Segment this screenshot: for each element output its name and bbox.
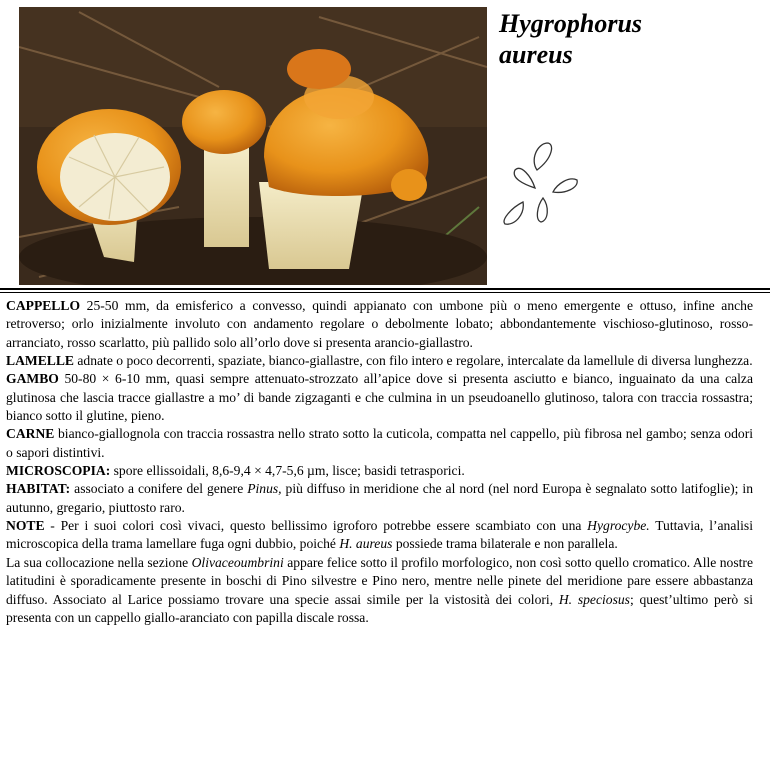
genus-name: Hygrocybe. bbox=[587, 518, 650, 534]
section-body: associato a conifere del genere bbox=[70, 481, 248, 497]
spore-outlines bbox=[497, 140, 581, 228]
section-gambo bbox=[6, 370, 753, 425]
section-cappello bbox=[6, 297, 753, 352]
section-label: CAPPELLO bbox=[6, 298, 81, 313]
section-body: 50-80 × 6-10 mm, quasi sempre attenuato-strozzato all’apice dove si presenta asciutto e bianco, inguainato da una calza glutinosa che lascia tracce giallastre a mo’ di bande zigzaganti e che culmina in un pseudoanello glutinoso, talora con traccia rossastra; bianco sotto il glutine, pieno. bbox=[6, 371, 753, 424]
section-lamelle bbox=[6, 352, 753, 370]
section-name: Olivaceoumbrini bbox=[191, 554, 284, 570]
section-body: possiede trama bilaterale e non parallela. bbox=[392, 536, 618, 552]
section-label: GAMBO bbox=[6, 371, 59, 387]
final-paragraph bbox=[6, 554, 753, 627]
section-body: adnate o poco decorrenti, spaziate, bianco-giallastre, con filo intero e regolare, intercalate da lamellule di diversa lunghezza. bbox=[73, 353, 753, 369]
species-title bbox=[499, 8, 642, 70]
spore-shape bbox=[537, 198, 547, 222]
section-microscopia bbox=[6, 462, 753, 480]
section-body: - Per i suoi colori così vivaci, questo bellissimo igroforo potrebbe essere scambiato con una bbox=[44, 518, 588, 534]
paragraph-body: La sua collocazione nella sezione bbox=[6, 554, 192, 570]
section-label: HABITAT: bbox=[6, 481, 71, 497]
paragraph-body: ; quest’ultimo però si presenta con un cappello giallo-aranciato con papilla discale rossa. bbox=[6, 591, 753, 625]
section-body: bianco-giallognola con traccia rossastra nello strato sotto la cuticola, compatta nel cappello, più fibrosa nel gambo; senza odori o sapori distintivi. bbox=[6, 426, 753, 460]
spore-shape bbox=[553, 179, 577, 192]
section-label: MICROSCOPIA: bbox=[6, 463, 111, 479]
section-note bbox=[6, 517, 753, 554]
section-body: più diffuso in meridione che al nord (nel nord Europa è segnalato sotto latifoglie); in autunno, gregario, piuttosto raro. bbox=[6, 481, 753, 515]
section-habitat bbox=[6, 480, 753, 517]
title-genus: Hygrophorus bbox=[499, 9, 643, 38]
spore-shape bbox=[504, 202, 523, 224]
species-name: H. speciosus bbox=[558, 591, 630, 607]
section-body: Tuttavia, l’analisi microscopica della trama lamellare fuga ogni dubbio, poiché bbox=[6, 518, 753, 552]
section-body: 25-50 mm, da emisferico a convesso, quindi appianato con umbone più o meno emergente e ottuso, infine anche retroverso; orlo inizialmente involuto con andamento regolare o debolmente lobato; abbondantemente vischioso-glutinoso, rosso-arranciato, rosso scarlatto, più pallido solo all’orlo dove si presenta arancio-giallastro. bbox=[6, 298, 753, 350]
paragraph-body: appare felice sotto il profilo morfologico, non così sotto quello cromatico. Alle nostre latitudini è sporadicamente presente in boschi di Pino silvestre e Pino nero, mentre nelle pinete del meridione pare essere abbastanza diffuso. Associato al Larice possiamo trovare una specie assai simile per la vistosità dei colori, bbox=[6, 554, 753, 607]
spore-shape bbox=[534, 143, 551, 170]
section-carne bbox=[6, 425, 753, 462]
mushroom-photo bbox=[19, 7, 487, 285]
divider-top bbox=[0, 288, 770, 290]
spore-shape bbox=[514, 168, 535, 188]
section-label: NOTE bbox=[6, 518, 45, 534]
section-label: LAMELLE bbox=[6, 353, 74, 369]
genus-name: Pinus, bbox=[247, 481, 282, 497]
title-species: aureus bbox=[499, 40, 573, 69]
section-body: spore ellissoidali, 8,6-9,4 × 4,7-5,6 µm, lisce; basidi tetrasporici. bbox=[110, 463, 465, 479]
section-label: CARNE bbox=[6, 426, 55, 442]
description-text bbox=[6, 297, 753, 627]
species-name: H. aureus bbox=[339, 536, 393, 552]
divider-bottom bbox=[0, 292, 770, 293]
